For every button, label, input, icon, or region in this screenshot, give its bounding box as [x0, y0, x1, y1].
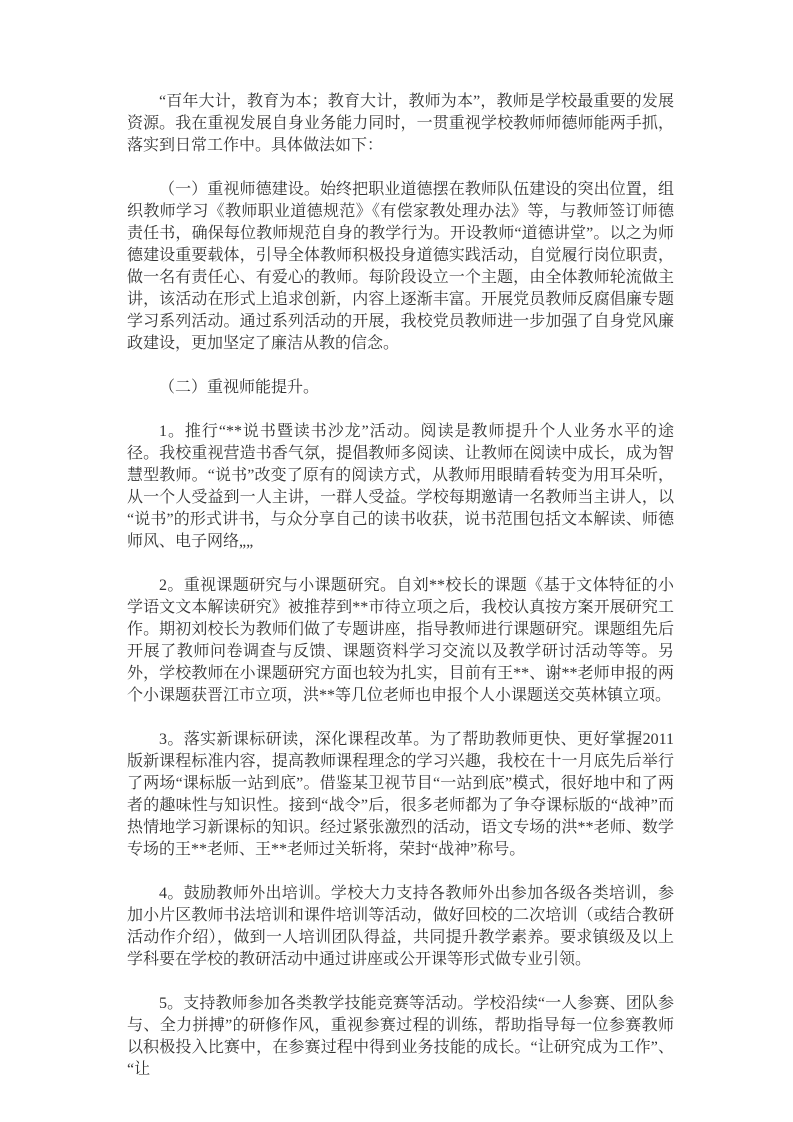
paragraph: 1。推行“**说书暨读书沙龙”活动。阅读是教师提升个人业务水平的途径。我校重视营造书香气氛，提倡教师多阅读、让教师在阅读中成长，成为智慧型教师。“说书”改变了原有的阅读方式，从教师用眼睛看转变为用耳朵听，从一个人受益到一人主讲，一群人受益。学校每期邀请一名教师当主讲人，以“说书”的形式讲书，与众分享自己的读书收获，说书范围包括文本解读、师德师风、电子网络„„: [127, 423, 674, 550]
document-body: [127, 91, 674, 1081]
paragraph: 2。重视课题研究与小课题研究。自刘**校长的课题《基于文体特征的小学语文文本解读研究》被推荐到**市待立项之后，我校认真按方案开展研究工作。期初刘校长为教师们做了专题讲座，指导教师进行课题研究。课题组先后开展了教师问卷调查与反馈、课题资料学习交流以及教学研讨活动等等。另外，学校教师在小课题研究方面也较为扎实，目前有王**、谢**老师申报的两个小课题获晋江市立项，洪**等几位老师也申报个人小课题送交英林镇立项。: [127, 577, 674, 704]
paragraph: “百年大计，教育为本；教育大计，教师为本”，教师是学校最重要的发展资源。我在重视发展自身业务能力同时，一贯重视学校教师师德师能两手抓，落实到日常工作中。具体做法如下：: [127, 93, 674, 154]
paragraph: （一）重视师德建设。始终把职业道德摆在教师队伍建设的突出位置，组织教师学习《教师职业道德规范》《有偿家教处理办法》等，与教师签订师德责任书，确保每位教师规范自身的教学行为。开设教师“道德讲堂”。以之为师德建设重要载体，引导全体教师积极投身道德实践活动，自觉履行岗位职责，做一名有责任心、有爱心的教师。每阶段设立一个主题，由全体教师轮流做主讲，该活动在形式上追求创新，内容上逐渐丰富。开展党员教师反腐倡廉专题学习系列活动。通过系列活动的开展，我校党员教师进一步加强了自身党风廉政建设，更加坚定了廉洁从教的信念。: [127, 181, 674, 352]
paragraph: 3。落实新课标研读，深化课程改革。为了帮助教师更快、更好掌握2011版新课程标准内容，提高教师课程理念的学习兴趣，我校在十一月底先后举行了两场“课标版一站到底”。借鉴某卫视节目“一站到底”模式，很好地中和了两者的趣味性与知识性。接到“战令”后，很多老师都为了争夺课标版的“战神”而热情地学习新课标的知识。经过紧张激烈的活动，语文专场的洪**老师、数学专场的王**老师、王**老师过关斩将，荣封“战神”称号。: [127, 731, 674, 858]
paragraph: （二）重视师能提升。: [159, 379, 320, 396]
paragraph: 4。鼓励教师外出培训。学校大力支持各教师外出参加各级各类培训，参加小片区教师书法培训和课件培训等活动，做好回校的二次培训（或结合教研活动作介绍），做到一人培训团队得益，共同提升教学素养。要求镇级及以上学科要在学校的教研活动中通过讲座或公开课等形式做专业引领。: [127, 885, 674, 968]
paragraph: 5。支持教师参加各类教学技能竞赛等活动。学校沿续“一人参赛、团队参与、全力拼搏”的研修作风，重视参赛过程的训练，帮助指导每一位参赛教师以积极投入比赛中，在参赛过程中得到业务技能的成长。“让研究成为工作”、“让: [127, 995, 674, 1078]
